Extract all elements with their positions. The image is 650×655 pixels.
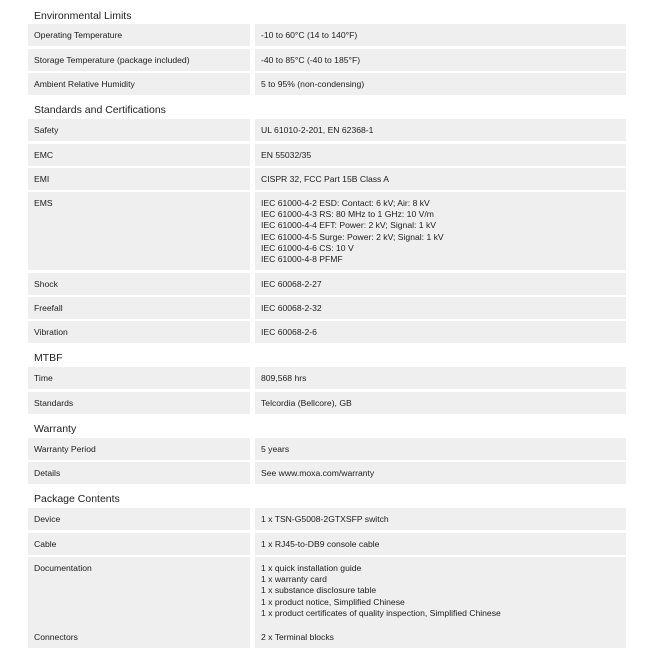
spec-value xyxy=(255,144,626,166)
spec-row xyxy=(28,321,626,343)
spec-row xyxy=(28,49,626,71)
spec-label: Safety xyxy=(28,119,250,141)
spec-value-line: 1 x warranty card xyxy=(261,574,327,585)
spec-value-line: IEC 60068-2-6 xyxy=(261,326,317,337)
section-title: MTBF xyxy=(34,352,63,364)
spec-row xyxy=(28,462,626,484)
spec-row xyxy=(28,73,626,95)
spec-label: Operating Temperature xyxy=(28,24,250,46)
spec-value-line: IEC 60068-2-32 xyxy=(261,302,322,313)
section-title: Environmental Limits xyxy=(34,10,132,22)
spec-label: Standards xyxy=(28,392,250,414)
spec-value xyxy=(255,168,626,190)
spec-value-line: 809,568 hrs xyxy=(261,372,307,383)
spec-value-line: 5 to 95% (non-condensing) xyxy=(261,78,365,89)
spec-value-line: 2 x Terminal blocks xyxy=(261,631,334,642)
spec-value-line: IEC 60068-2-27 xyxy=(261,278,322,289)
spec-value-line: 1 x TSN-G5008-2GTXSFP switch xyxy=(261,513,389,524)
spec-value xyxy=(255,557,626,627)
spec-row xyxy=(28,367,626,389)
spec-row xyxy=(28,626,626,648)
spec-row xyxy=(28,273,626,295)
section-title: Package Contents xyxy=(34,493,120,505)
spec-row xyxy=(28,144,626,166)
spec-value-line: 5 years xyxy=(261,443,290,454)
spec-value xyxy=(255,508,626,530)
spec-value-line: -40 to 85°C (-40 to 185°F) xyxy=(261,54,361,65)
spec-value-line: IEC 61000-4-5 Surge: Power: 2 kV; Signal: 1 kV xyxy=(261,231,444,242)
spec-label: Storage Temperature (package included) xyxy=(28,49,250,71)
spec-value-line: EN 55032/35 xyxy=(261,149,312,160)
spec-label: Time xyxy=(28,367,250,389)
section-title: Warranty xyxy=(34,423,77,435)
spec-value-line: 1 x RJ45-to-DB9 console cable xyxy=(261,538,380,549)
spec-value-line: 1 x product notice, Simplified Chinese xyxy=(261,596,405,607)
spec-value xyxy=(255,192,626,270)
spec-row xyxy=(28,557,626,627)
spec-value-line: CISPR 32, FCC Part 15B Class A xyxy=(261,173,389,184)
spec-label: Connectors xyxy=(28,626,250,648)
spec-value-line: 1 x quick installation guide xyxy=(261,563,362,573)
spec-value-line: IEC 61000-4-8 PFMF xyxy=(261,254,343,265)
spec-row xyxy=(28,119,626,141)
spec-label: Shock xyxy=(28,273,250,295)
spec-value xyxy=(255,392,626,414)
spec-value xyxy=(255,321,626,343)
spec-value xyxy=(255,367,626,389)
spec-row xyxy=(28,168,626,190)
spec-value xyxy=(255,73,626,95)
spec-value xyxy=(255,273,626,295)
spec-label: Ambient Relative Humidity xyxy=(28,73,250,95)
spec-value-line: IEC 61000-4-2 ESD: Contact: 6 kV; Air: 8 kV xyxy=(261,198,430,208)
spec-value xyxy=(255,49,626,71)
spec-value-line: -10 to 60°C (14 to 140°F) xyxy=(261,29,358,40)
spec-value-line: 1 x product certificates of quality inspection, Simplified Chinese xyxy=(261,607,501,618)
spec-label: EMS xyxy=(28,192,250,270)
spec-row xyxy=(28,438,626,460)
spec-row xyxy=(28,508,626,530)
spec-row xyxy=(28,533,626,555)
spec-label: Cable xyxy=(28,533,250,555)
spec-label: Vibration xyxy=(28,321,250,343)
spec-value xyxy=(255,119,626,141)
spec-value-line: IEC 61000-4-3 RS: 80 MHz to 1 GHz: 10 V/m xyxy=(261,209,434,220)
section-title: Standards and Certifications xyxy=(34,104,166,116)
spec-value-line: UL 61010-2-201, EN 62368-1 xyxy=(261,124,374,135)
spec-value-line: See www.moxa.com/warranty xyxy=(261,467,375,478)
spec-row xyxy=(28,192,626,270)
spec-value-line: IEC 61000-4-4 EFT: Power: 2 kV; Signal: 1 kV xyxy=(261,220,436,231)
spec-value xyxy=(255,533,626,555)
spec-row xyxy=(28,297,626,319)
spec-label: EMI xyxy=(28,168,250,190)
spec-value-line: 1 x substance disclosure table xyxy=(261,585,377,596)
spec-label: EMC xyxy=(28,144,250,166)
spec-label: Documentation xyxy=(28,557,250,627)
spec-label: Device xyxy=(28,508,250,530)
spec-value xyxy=(255,297,626,319)
spec-value xyxy=(255,438,626,460)
spec-value xyxy=(255,24,626,46)
spec-label: Freefall xyxy=(28,297,250,319)
spec-label: Details xyxy=(28,462,250,484)
spec-value-line: IEC 61000-4-6 CS: 10 V xyxy=(261,242,354,253)
spec-value xyxy=(255,626,626,648)
spec-row xyxy=(28,392,626,414)
spec-value-line: Telcordia (Bellcore), GB xyxy=(261,397,352,408)
spec-row xyxy=(28,24,626,46)
spec-value xyxy=(255,462,626,484)
spec-label: Warranty Period xyxy=(28,438,250,460)
